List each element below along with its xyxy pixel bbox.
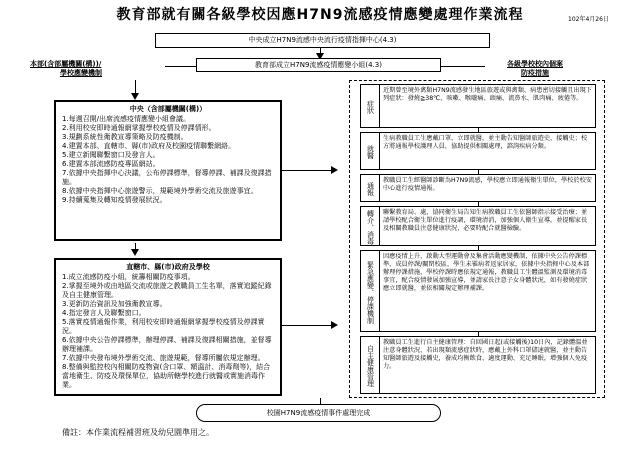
moe-group-box: [196, 58, 441, 72]
central-item: 8.依據中央指揮中心旅遊警示，規範境外學術交流及旅遊事宜。: [62, 187, 258, 195]
school-measure-label: 通報: [366, 182, 375, 196]
central-item: 7.依據中央指揮中心決議，公布停課標準，督導停課、補課及復課措施。: [62, 169, 272, 186]
central-measures-list: [62, 115, 274, 205]
school-measure-box: [360, 336, 596, 394]
school-measure-text: 近期曾至境外禽類H7N9流感發生地區旅遊或與禽類、病患密切接觸且出現下列症狀：發燒≧38℃、咳嗽、喉嚨痛、頭痛、流鼻水、肌肉痛、疲倦等。: [383, 87, 592, 102]
local-item: 8.整備與監控校內相關防疫物資(含口罩、額溫計、消毒劑等)，結合當地衛生、防疫及環保單位，協助所轄學校進行就醫或實施消毒作業。: [62, 363, 271, 389]
school-measure-box: [360, 132, 596, 170]
divider: [379, 133, 380, 169]
central-item: 5.建立新聞聯繫窗口及發言人。: [62, 151, 160, 159]
left-header: [30, 60, 200, 78]
arrow-down-icon: [131, 249, 139, 256]
right-header-line1: 各級學校校內個案: [507, 60, 563, 68]
arrow-right-icon: [331, 321, 338, 329]
divider: [379, 175, 380, 201]
local-item: 5.落實疫情通報作業，利用校安即時通報網掌握學校疫情及停課實況。: [62, 318, 265, 335]
divider: [379, 337, 380, 393]
connector-line: [282, 170, 332, 171]
local-item: 6.依據中央公告停課標準，辦理停課、補課及復課相關措施，並督導辦理補課。: [62, 336, 272, 353]
right-header-line2: 防疫措施: [521, 69, 549, 77]
school-measure-text: 教職員工生經醫師診斷為H7N9流感，學校應立即通報衛生單位，學校於校安中心進行疫情通報。: [383, 177, 592, 192]
local-item: 3.更新防治資訊及加強衛教宣導。: [62, 300, 167, 308]
school-measure-box: [360, 250, 596, 332]
central-item: 6.建置本部流感防疫專區網站。: [62, 160, 160, 168]
school-measure-text: 因應疫情上升，啟動大型運動會及集會活動應變機制，依據中央公告停課標準，成員停課/關閉校區，學生未罹病者返家居家，依據中央指揮中心及本部辦理停課措施，學校停課時應依規定通報，教職員工生體溫監測及環境消毒事宜，配合疫情發展加強宣導，並請家長注意子女身體狀況，如有發燒症狀應立即就醫，並依相關規定辦理補課。: [383, 253, 590, 292]
central-item: 9.持續蒐集及轉知疫情發展狀況。: [62, 196, 167, 204]
divider: [379, 251, 380, 331]
document-date: 102年4月26日: [568, 16, 609, 23]
connector-line: [282, 325, 332, 326]
completion-box: [196, 404, 441, 422]
footnote: 備註：本作業流程補習班及幼兒園準用之。: [62, 428, 214, 437]
school-measure-label: 就醫: [366, 145, 375, 159]
local-heading: 直轄市、縣(市)政府及學校: [126, 263, 210, 271]
central-item: 2.利用校安即時通報網掌握學校疫情及停課情形。: [62, 124, 216, 132]
central-command-text: 中央成立H7N9流感中央流行疫情指揮中心(4.3): [248, 36, 397, 44]
local-measures-list: [62, 273, 274, 390]
left-header-line2: 學校應變機制: [60, 69, 102, 77]
central-measures-box: [54, 100, 282, 241]
school-measure-label: 症狀: [366, 100, 375, 114]
school-measure-text: 教職員工生進行自主健康管理：自回國日起(或接觸後)10日內，記錄體溫並注意身體狀況，若出現類流感症狀時，應戴上外科口罩儘速就醫，並主動告知醫師旅遊及接觸史，養成均衡飲食、適度運動、充足睡眠，增強個人免疫力。: [383, 339, 588, 370]
moe-group-text: 教育部成立H7N9流感疫情應變小組(4.3): [254, 61, 382, 69]
left-header-line1: 本部(含部屬機關(構))/: [30, 60, 102, 68]
school-measure-box: [360, 174, 596, 202]
central-item: 1.每週召開/出席流感疫情應變小組會議。: [62, 115, 191, 123]
school-measure-box: [360, 84, 596, 128]
central-item: 3.規劃系統性衛教宣導策略及防疫機制。: [62, 133, 188, 141]
local-item: 4.指定發言人及聯繫窗口。: [62, 309, 146, 317]
school-measure-box: [360, 206, 596, 246]
school-measure-text: 生病教職員工生應戴口罩、立即就醫，並主動告知醫師旅遊史、接觸史；校方將通報學校護理人員，協助提供相關處理，諮詢疾病分類。: [383, 135, 588, 150]
central-command-box: [155, 33, 490, 48]
page-title: 教育部就有關各級學校因應H7N9流感疫情應變處理作業流程: [116, 7, 524, 23]
school-measure-label: 轉介、消毒: [366, 209, 375, 245]
local-item: 7.依據中央發布境外學術交流、旅遊規範，督導所屬依規定辦理。: [62, 354, 265, 362]
completion-text: 校園H7N9流感疫情事件處理完成: [266, 409, 371, 417]
right-header: [480, 60, 590, 78]
connector-line: [441, 66, 485, 67]
divider: [379, 207, 380, 245]
local-item: 2.掌握至境外或由地區交流或旅遊之教職員工生名單，落實追蹤紀錄及自主健康管理。: [62, 282, 272, 299]
divider: [379, 85, 380, 127]
school-measure-label: 緊急應變、停課機制: [366, 260, 375, 324]
local-item: 1.成立流感防疫小組，統籌相關防疫事項。: [62, 273, 195, 281]
arrow-right-icon: [331, 166, 338, 174]
arrow-down-icon: [131, 93, 139, 100]
local-measures-box: [54, 258, 282, 396]
school-measure-text: 聯繫教育局、處，協同衛生局告知生病教職員工生依醫師指示接受治療；並請學校配合衛生單位進行疫調，環境清消，加強個人衛生宣導，並提醒家長及相關教職員注意健康狀況，必要時配合就醫檢驗。: [383, 209, 588, 232]
connector-line: [165, 66, 196, 67]
school-measure-label: 自主健康管理: [366, 345, 375, 387]
central-heading: 中央（含部屬機關(構)）: [129, 105, 207, 113]
central-item: 4.建置本部、直轄市、縣(市)政府及校園疫情聯繫網絡。: [62, 142, 236, 150]
